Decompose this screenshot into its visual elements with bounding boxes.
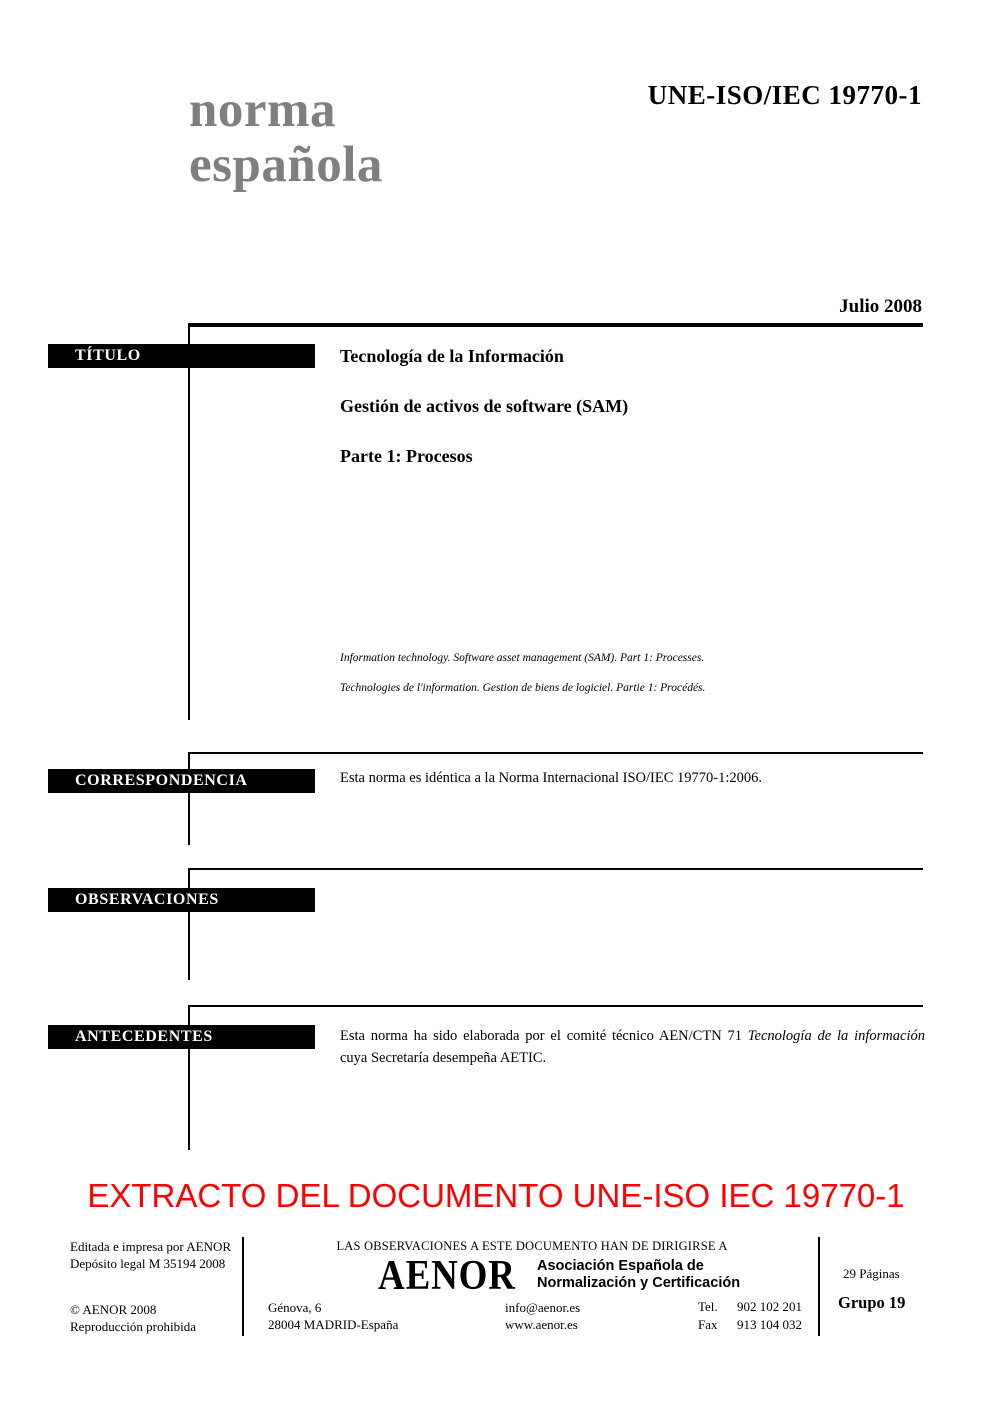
title-line-3: Parte 1: Procesos — [340, 446, 473, 466]
footer-tel-label: Tel. — [698, 1299, 718, 1314]
antecedentes-text-italic: Tecnología de la información — [747, 1028, 925, 1044]
footer-group: Grupo 19 — [838, 1293, 906, 1312]
correspondencia-text: Esta norma es idéntica a la Norma Internacional ISO/IEC 19770-1:2006. — [340, 770, 762, 786]
antecedentes-text-before: Esta norma ha sido elaborada por el comité técnico AEN/CTN 71 — [340, 1028, 748, 1044]
footer-web: www.aenor.es — [505, 1317, 578, 1332]
correspondencia-label-box — [48, 769, 315, 793]
footer-copyright-block — [70, 1301, 196, 1335]
observaciones-top-rule — [188, 868, 923, 870]
footer-observations-notice: LAS OBSERVACIONES A ESTE DOCUMENTO HAN DE DIRIGIRSE A — [336, 1239, 728, 1253]
extract-banner: EXTRACTO DEL DOCUMENTO UNE-ISO IEC 19770-1 — [87, 1177, 905, 1214]
aenor-org-line-2: Normalización y Certificación — [537, 1275, 741, 1291]
footer-fax-row — [698, 1317, 802, 1333]
aenor-org-line-1: Asociación Española de — [537, 1258, 704, 1274]
brand-line-1: norma — [189, 82, 336, 138]
antecedentes-label-box — [48, 1025, 315, 1049]
footer-fax-label: Fax — [698, 1317, 718, 1332]
title-line-1: Tecnología de la Información — [340, 346, 564, 366]
titulo-label-box — [48, 344, 315, 368]
aenor-logo: AENOR — [378, 1253, 516, 1299]
footer-address-block — [268, 1299, 398, 1333]
title-line-2: Gestión de activos de software (SAM) — [340, 396, 629, 416]
antecedentes-text — [340, 1026, 925, 1069]
footer-address-line-2: 28004 MADRID-España — [268, 1317, 399, 1332]
titulo-label: TÍTULO — [75, 347, 141, 364]
footer-pages: 29 Páginas — [843, 1266, 900, 1281]
correspondencia-label: CORRESPONDENCIA — [75, 772, 248, 789]
title-translation-en: Information technology. Software asset management (SAM). Part 1: Processes. — [340, 652, 705, 664]
publication-date: Julio 2008 — [839, 296, 922, 317]
footer-edited-block — [70, 1238, 231, 1272]
aenor-org-name — [537, 1258, 740, 1292]
brand-line-2: española — [189, 137, 383, 193]
document-code: UNE-ISO/IEC 19770-1 — [647, 80, 922, 110]
titulo-top-rule — [188, 323, 923, 327]
correspondencia-vertical-rule — [188, 752, 190, 845]
footer-fax-value: 913 104 032 — [737, 1317, 802, 1332]
titulo-vertical-rule — [188, 323, 190, 720]
footer-edited-line-2: Depósito legal M 35194 2008 — [70, 1256, 226, 1271]
observaciones-label: OBSERVACIONES — [75, 891, 219, 908]
footer-edited-line-1: Editada e impresa por AENOR — [70, 1239, 232, 1254]
footer-copyright-line-2: Reproducción prohibida — [70, 1319, 196, 1334]
antecedentes-top-rule — [188, 1005, 923, 1007]
footer-tel-row — [698, 1299, 802, 1315]
footer-address-line-1: Génova, 6 — [268, 1300, 322, 1315]
footer-tel-value: 902 102 201 — [737, 1299, 802, 1314]
antecedentes-text-after: cuya Secretaría desempeña AETIC. — [340, 1049, 547, 1066]
observaciones-vertical-rule — [188, 868, 190, 980]
footer-contact-block — [505, 1299, 580, 1333]
antecedentes-label: ANTECEDENTES — [75, 1028, 213, 1045]
brand-wordmark — [189, 83, 383, 193]
observaciones-label-box — [48, 888, 315, 912]
title-translation-fr: Technologies de l'information. Gestion de biens de logiciel. Partie 1: Procédés. — [340, 682, 706, 694]
footer-email: info@aenor.es — [505, 1300, 581, 1315]
correspondencia-top-rule — [188, 752, 923, 754]
footer-copyright-line-1: © AENOR 2008 — [70, 1302, 157, 1317]
